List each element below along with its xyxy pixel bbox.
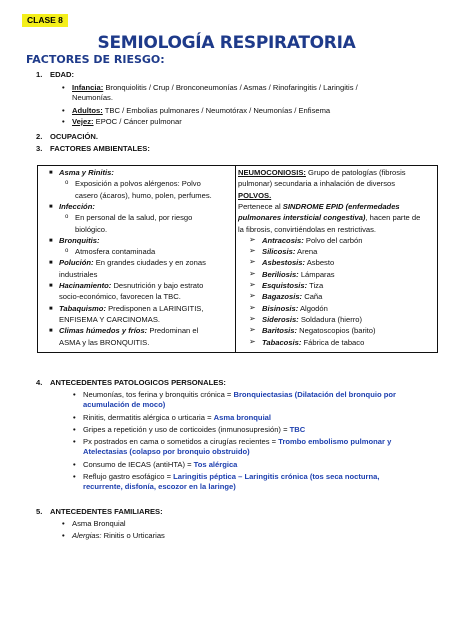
- bullet-result: Laringitis péptica – Laringitis crónica (tos seca nocturna,: [173, 472, 380, 481]
- item-name: Bagazosis:: [262, 292, 303, 302]
- line-text: la fibrosis, convirtiéndolas en restrictivas.: [238, 224, 377, 234]
- line-text: Pertenece al: [238, 201, 283, 211]
- line-heading: Bronquitis:: [59, 235, 100, 245]
- bullet-label: Alergias:: [72, 531, 102, 540]
- item-value: Lámparas: [298, 269, 335, 279]
- arrow-bullet-icon: ➢: [249, 336, 256, 346]
- table-right-line: [238, 202, 436, 212]
- arrow-bullet-icon: ➢: [249, 234, 256, 244]
- table-left-line: [49, 303, 249, 314]
- bullet-icon: •: [73, 425, 76, 434]
- arrow-bullet-icon: ➢: [249, 291, 256, 301]
- table-right-line: [238, 168, 436, 178]
- item-name: Silicosis:: [262, 247, 296, 257]
- table-left-line: [75, 225, 265, 235]
- line-text: Atmosfera contaminada: [75, 247, 156, 257]
- line-text: En personal de la salud, por riesgo: [75, 213, 193, 223]
- bullet-icon: •: [73, 437, 76, 446]
- table-left-line: [75, 191, 265, 201]
- item-number: 2.: [36, 132, 43, 141]
- line-text: ASMA y las BRONQUITIS.: [59, 337, 150, 347]
- item-edad: [36, 70, 74, 80]
- pneumoconiosis-item: [249, 325, 376, 336]
- line-text: Predominan el: [147, 326, 199, 336]
- item-number: 4.: [36, 378, 43, 387]
- line-text: Exposición a polvos alérgenos: Polvo: [75, 179, 201, 189]
- bullet-text: Rinitis o Urticarias: [101, 531, 165, 540]
- line-text: Grupo de patologías (fibrosis: [305, 168, 406, 177]
- bullet-text: Rinitis, dermatitis alérgica o urticaria =: [83, 413, 214, 422]
- line-text: , hacen parte de: [365, 213, 421, 223]
- arrow-bullet-icon: ➢: [249, 268, 256, 278]
- item-value: Soldadura (hierro): [298, 314, 363, 324]
- line-text: socio-económico, favorecen la TBC.: [59, 292, 181, 302]
- arrow-bullet-icon: ➢: [249, 313, 256, 323]
- item-ambientales: [36, 144, 150, 154]
- item-name: Antracosis:: [262, 235, 304, 245]
- square-bullet-icon: ■: [49, 203, 53, 210]
- square-bullet-icon: ■: [49, 237, 53, 244]
- bullet-icon: •: [62, 106, 65, 115]
- bullet-icon: •: [73, 413, 76, 422]
- table-left-line: [65, 213, 265, 223]
- item-familiares: [36, 507, 163, 517]
- line-heading: Infección:: [59, 201, 95, 211]
- table-left-line: [65, 179, 265, 189]
- class-badge: CLASE 8: [22, 14, 68, 27]
- circle-bullet-icon: o: [65, 214, 69, 221]
- item-label: FACTORES AMBIENTALES:: [50, 144, 150, 153]
- bullet-text: TBC / Embolias pulmonares / Neumotórax / Neumonías / Enfisema: [102, 106, 331, 115]
- arrow-bullet-icon: ➢: [249, 325, 256, 335]
- bullet-icon: •: [62, 531, 65, 540]
- circle-bullet-icon: o: [65, 248, 69, 255]
- bullet-text: Neumonías, tos ferina y bronquitis crónica =: [83, 390, 234, 399]
- bullet-icon: •: [73, 390, 76, 399]
- line-heading: NEUMOCONIOSIS:: [238, 168, 306, 177]
- patologico-bullet: [73, 460, 428, 470]
- patologico-bullet: [73, 425, 428, 435]
- bullet-text: Asma Bronquial: [72, 519, 126, 528]
- table-left-line: [59, 292, 249, 302]
- line-heading: Asma y Rinitis:: [59, 168, 114, 177]
- line-heading: POLVOS.: [238, 190, 272, 200]
- bullet-icon: •: [62, 117, 65, 126]
- bullet-result: Asma bronquial: [213, 413, 272, 422]
- item-value: Arena: [295, 247, 318, 257]
- pneumoconiosis-item: [249, 313, 363, 325]
- item-value: Tiza: [307, 281, 324, 290]
- table-left-line: [49, 235, 249, 246]
- square-bullet-icon: ■: [49, 328, 53, 335]
- bullet-text: Gripes a repetición y uso de corticoides (inmunosupresión) =: [83, 425, 290, 434]
- arrow-bullet-icon: ➢: [249, 280, 256, 289]
- item-value: Asbesto: [305, 258, 335, 268]
- bullet-icon: •: [73, 472, 76, 481]
- bullet-text: Reflujo gastro esofágico =: [83, 472, 174, 481]
- line-heading: Climas húmedos y fríos:: [59, 326, 148, 336]
- item-label: ANTECEDENTES PATOLOGICOS PERSONALES:: [50, 378, 226, 387]
- edad-bullet-adultos: [62, 106, 412, 116]
- table-left-line: [59, 270, 249, 280]
- item-value: Negatoscopios (barito): [297, 326, 376, 336]
- edad-bullet-vejez: [62, 117, 412, 127]
- line-text: casero (ácaros), humo, polen, perfumes.: [75, 190, 212, 200]
- square-bullet-icon: ■: [49, 170, 53, 176]
- square-bullet-icon: ■: [49, 260, 53, 267]
- bullet-text-cont: Neumonías.: [72, 93, 113, 103]
- patologico-bullet: [73, 413, 428, 423]
- bullet-icon: •: [62, 519, 65, 528]
- item-value: Polvo del carbón: [303, 235, 363, 245]
- pneumoconiosis-item: [249, 280, 324, 291]
- item-name: Asbestosis:: [262, 258, 306, 268]
- line-emphasis: pulmonares intersticial congestiva): [238, 213, 366, 223]
- line-text: ENFISEMA Y CARCINOMAS.: [59, 314, 160, 324]
- square-bullet-icon: ■: [49, 305, 53, 312]
- bullet-text: Bronquiolitis / Crup / Bronconeumonías / Asmas / Rinofaringitis / Laringitis /: [103, 83, 358, 92]
- item-ocupacion: [36, 132, 98, 142]
- table-left-line: [59, 315, 249, 325]
- table-right-line: [238, 213, 436, 223]
- line-heading: Hacinamiento:: [59, 281, 112, 290]
- bullet-label: Infancia:: [72, 83, 104, 92]
- table-right-line: [238, 179, 436, 189]
- bullet-text: Px postrados en cama o sometidos a cirugías recientes =: [83, 437, 279, 446]
- line-text: Desnutrición y bajo estrato: [111, 281, 204, 290]
- table-left-line: [49, 258, 249, 268]
- bullet-result-cont: acumulación de moco): [83, 400, 166, 410]
- bullet-label: Vejez:: [72, 117, 94, 126]
- item-label: ANTECEDENTES FAMILIARES:: [50, 507, 163, 516]
- table-left-line: [59, 338, 249, 348]
- arrow-bullet-icon: ➢: [249, 246, 256, 256]
- table-right-line: [238, 191, 436, 201]
- line-text: biológico.: [75, 224, 108, 234]
- line-heading: Tabaquismo:: [59, 303, 106, 313]
- line-text: Predisponen a LARINGITIS,: [105, 303, 204, 313]
- pneumoconiosis-item: [249, 291, 323, 302]
- table-left-line: [49, 326, 249, 336]
- table-left-line: [49, 201, 249, 212]
- pneumoconiosis-item: [249, 234, 363, 246]
- pneumoconiosis-item: [249, 336, 365, 348]
- bullet-result: Tos alérgica: [193, 460, 238, 469]
- patologico-bullet: [73, 390, 428, 411]
- item-value: Algodón: [298, 303, 328, 313]
- table-right-line: [238, 225, 436, 235]
- edad-bullet-infancia: [62, 83, 412, 104]
- bullet-result: TBC: [289, 425, 306, 434]
- item-name: Tabacosis:: [262, 337, 302, 347]
- item-number: 3.: [36, 144, 43, 153]
- bullet-text: Consumo de IECAS (antiHTA) =: [83, 460, 194, 469]
- bullet-result-cont: recurrente, disfonía, escozor en la laringe): [83, 482, 236, 492]
- bullet-icon: •: [62, 83, 65, 92]
- item-name: Baritosis:: [262, 326, 298, 336]
- page-title: SEMIOLOGÍA RESPIRATORIA: [97, 33, 356, 53]
- square-bullet-icon: ■: [49, 283, 53, 289]
- arrow-bullet-icon: ➢: [249, 302, 256, 312]
- line-text: En grandes ciudades y en zonas: [93, 258, 206, 268]
- item-value: Fábrica de tabaco: [301, 337, 365, 347]
- patologico-bullet: [73, 472, 428, 493]
- item-name: Bisinosis:: [262, 303, 299, 313]
- table-left-line: [49, 281, 249, 291]
- familiares-bullet: [62, 531, 412, 541]
- item-label: OCUPACIÓN.: [50, 132, 98, 141]
- bullet-label: Adultos:: [72, 106, 103, 115]
- item-name: Beriliosis:: [262, 269, 299, 279]
- patologico-bullet: [73, 437, 428, 458]
- line-text: industriales: [59, 269, 98, 279]
- bullet-icon: •: [73, 460, 76, 469]
- pneumoconiosis-item: [249, 268, 335, 280]
- bullet-result-cont: Atelectasias (colapso por bronquio obstruido): [83, 447, 250, 457]
- familiares-bullet: [62, 519, 412, 529]
- table-left-line: [65, 247, 265, 257]
- section-heading: FACTORES DE RIESGO:: [26, 53, 165, 66]
- line-heading: Polución:: [59, 258, 94, 268]
- line-text: pulmonar) secundaria a inhalación de diversos: [238, 179, 396, 189]
- circle-bullet-icon: o: [65, 180, 69, 187]
- bullet-text: EPOC / Cáncer pulmonar: [93, 117, 182, 126]
- item-value: Caña: [302, 292, 323, 302]
- item-name: Esquistosis:: [262, 281, 308, 290]
- bullet-result: Trombo embolismo pulmonar y: [278, 437, 392, 446]
- item-name: Siderosis:: [262, 314, 299, 324]
- pneumoconiosis-item: [249, 257, 335, 268]
- item-number: 5.: [36, 507, 43, 516]
- line-emphasis: SINDROME EPID (enfermedades: [282, 201, 400, 211]
- arrow-bullet-icon: ➢: [249, 257, 256, 267]
- pneumoconiosis-item: [249, 302, 328, 314]
- item-label: EDAD:: [50, 70, 75, 79]
- item-number: 1.: [36, 70, 43, 79]
- table-left-line: [49, 168, 249, 178]
- pneumoconiosis-item: [249, 246, 318, 257]
- item-patologicos: [36, 378, 226, 388]
- bullet-result: Bronquiectasias (Dilatación del bronquio por: [233, 390, 396, 399]
